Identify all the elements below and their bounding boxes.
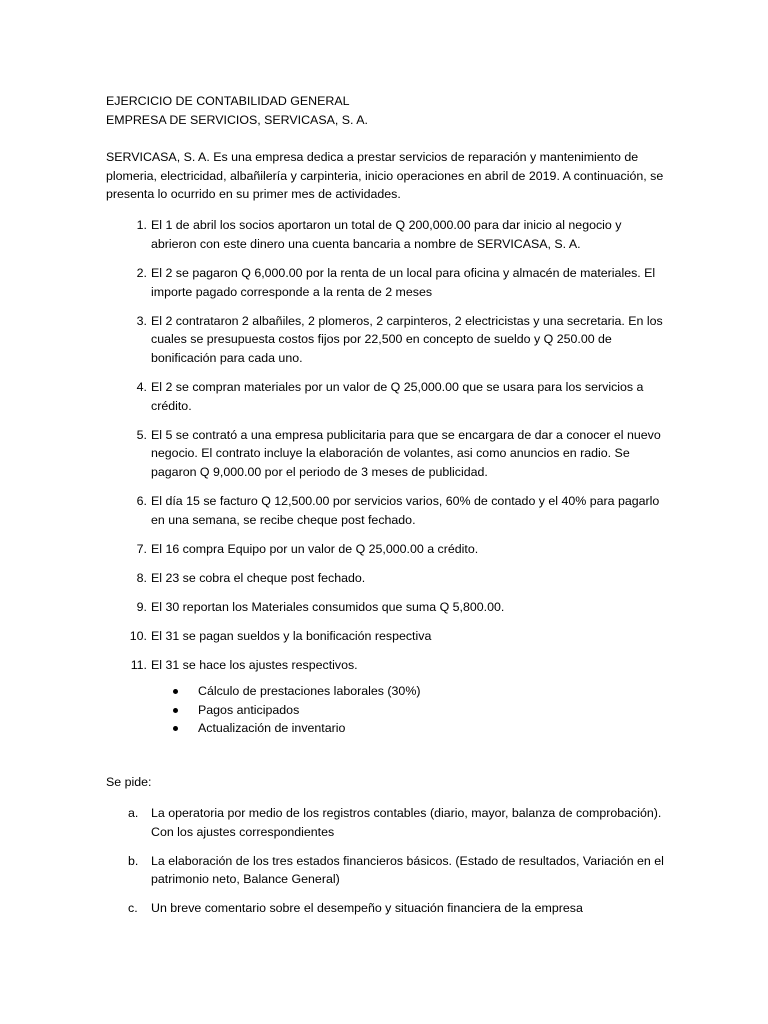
bullet-text: Actualización de inventario bbox=[198, 721, 346, 736]
item-text: Un breve comentario sobre el desempeño y situación financiera de la empresa bbox=[151, 901, 583, 916]
list-item bbox=[106, 378, 666, 415]
item-text: El 2 se compran materiales por un valor de Q 25,000.00 que se usara para los servicios a crédito. bbox=[151, 380, 644, 413]
item-text: La operatoria por medio de los registros contables (diario, mayor, balanza de comprobación). Con los ajustes correspondientes bbox=[151, 805, 662, 839]
bullet-item bbox=[106, 682, 666, 701]
item-text: El 31 se pagan sueldos y la bonificación respectiva bbox=[151, 628, 432, 643]
bullet-text: Pagos anticipados bbox=[198, 702, 300, 717]
document-title-line-2: EMPRESA DE SERVICIOS, SERVICASA, S. A. bbox=[106, 112, 368, 127]
list-item bbox=[106, 598, 666, 617]
item-text: El 5 se contrató a una empresa publicitaria para que se encargara de dar a conocer el nuevo negocio. El contrato incluye la elaboración de volantes, asi como anuncios en radio. Se pagaron Q 9,000.00 por el periodo de 3 meses de publicidad. bbox=[151, 427, 661, 479]
item-number: 11. bbox=[130, 658, 147, 673]
requirements-heading: Se pide: bbox=[106, 774, 152, 789]
item-number: 5. bbox=[136, 427, 147, 442]
item-number: 9. bbox=[136, 599, 147, 614]
adjustments-list bbox=[106, 682, 666, 738]
list-item bbox=[106, 426, 666, 482]
transactions-list bbox=[106, 216, 666, 674]
item-text: El 31 se hace los ajustes respectivos. bbox=[151, 658, 358, 673]
item-text: El 1 de abril los socios aportaron un total de Q 200,000.00 para dar inicio al negocio y abrieron con este dinero una cuenta bancaria a nombre de SERVICASA, S. A. bbox=[151, 218, 622, 251]
item-letter: a. bbox=[128, 805, 139, 820]
item-text: El 23 se cobra el cheque post fechado. bbox=[151, 570, 366, 585]
requirement-item bbox=[106, 852, 666, 889]
list-item bbox=[106, 540, 666, 559]
bullet-item bbox=[106, 719, 666, 738]
item-number: 10. bbox=[129, 628, 147, 643]
list-item bbox=[106, 569, 666, 588]
item-number: 4. bbox=[136, 380, 147, 395]
list-item bbox=[106, 492, 666, 529]
item-letter: b. bbox=[128, 853, 139, 868]
requirements-list bbox=[106, 804, 666, 918]
item-number: 3. bbox=[136, 313, 147, 328]
item-number: 6. bbox=[136, 493, 147, 508]
list-item bbox=[106, 264, 666, 301]
bullet-icon bbox=[173, 726, 178, 731]
requirement-item bbox=[106, 899, 666, 918]
item-text: El 2 se pagaron Q 6,000.00 por la renta de un local para oficina y almacén de materiales. El importe pagado corresponde a la renta de 2 meses bbox=[151, 266, 656, 299]
list-item bbox=[106, 312, 666, 368]
requirement-item bbox=[106, 804, 666, 841]
document-title-line-1: EJERCICIO DE CONTABILIDAD GENERAL bbox=[106, 94, 350, 108]
item-text: El 16 compra Equipo por un valor de Q 25,000.00 a crédito. bbox=[151, 541, 479, 556]
document-page bbox=[106, 92, 666, 928]
item-text: La elaboración de los tres estados financieros básicos. (Estado de resultados, Variación en el patrimonio neto, Balance General) bbox=[151, 853, 664, 887]
item-number: 7. bbox=[136, 541, 147, 556]
item-number: 8. bbox=[136, 570, 147, 585]
bullet-icon bbox=[173, 708, 178, 713]
item-number: 1. bbox=[136, 218, 147, 233]
intro-paragraph: SERVICASA, S. A. Es una empresa dedica a prestar servicios de reparación y mantenimiento de plomeria, electricidad, albañilería y carpinteria, inicio operaciones en abril de 2019. A continuación, se presenta lo ocurrido en su primer mes de actividades. bbox=[106, 150, 664, 202]
item-text: El 2 contrataron 2 albañiles, 2 plomeros, 2 carpinteros, 2 electricistas y una secretaria. En los cuales se presupuesta costos fijos por 22,500 en concepto de sueldo y Q 250.00 de bonificación para cada uno. bbox=[151, 313, 663, 365]
list-item bbox=[106, 656, 666, 675]
list-item bbox=[106, 627, 666, 646]
list-item bbox=[106, 216, 666, 253]
item-text: El día 15 se facturo Q 12,500.00 por servicios varios, 60% de contado y el 40% para pagarlo en una semana, se recibe cheque post fechado. bbox=[151, 493, 660, 527]
item-letter: c. bbox=[128, 901, 138, 916]
item-text: El 30 reportan los Materiales consumidos que suma Q 5,800.00. bbox=[151, 599, 505, 614]
bullet-item bbox=[106, 701, 666, 720]
item-number: 2. bbox=[136, 266, 147, 281]
bullet-icon bbox=[173, 689, 178, 694]
bullet-text: Cálculo de prestaciones laborales (30%) bbox=[198, 684, 421, 699]
